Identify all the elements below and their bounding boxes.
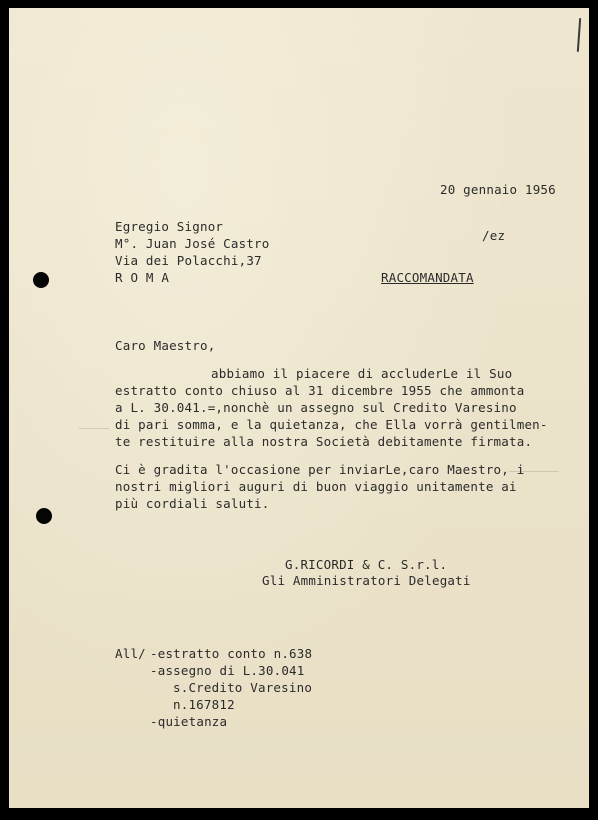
margin-pen-mark (577, 18, 581, 52)
letter-page (9, 8, 589, 808)
signature-company: G.RICORDI & C. S.r.l. (285, 557, 448, 572)
enclosures-label: All/ (115, 646, 146, 661)
closing-line: più cordiali saluti. (115, 496, 270, 511)
punch-hole-top (33, 272, 49, 288)
closing-line: Ci è gradita l'occasione per inviarLe,caro Maestro, i (115, 462, 525, 477)
closing-line: nostri migliori auguri di buon viaggio unitamente ai (115, 479, 517, 494)
letter-date: 20 gennaio 1956 (440, 182, 556, 197)
enclosure-item: -assegno di L.30.041 (150, 663, 305, 678)
enclosure-item: -estratto conto n.638 (150, 646, 313, 661)
recipient-name: M°. Juan José Castro (115, 236, 270, 251)
body-line: abbiamo il piacere di accluderLe il Suo (211, 366, 513, 381)
signature-title: Gli Amministratori Delegati (262, 573, 471, 588)
paper-smudge (79, 428, 109, 429)
body-line: estratto conto chiuso al 31 dicembre 1955 che ammonta (115, 383, 525, 398)
salutation: Caro Maestro, (115, 338, 216, 353)
registered-mail-label: RACCOMANDATA (381, 270, 474, 285)
reference-code: /ez (482, 228, 506, 243)
enclosure-item: n.167812 (173, 697, 235, 712)
recipient-street: Via dei Polacchi,37 (115, 253, 262, 268)
punch-hole-bottom (36, 508, 52, 524)
body-line: di pari somma, e la quietanza, che Ella vorrà gentilmen- (115, 417, 548, 432)
enclosure-item: s.Credito Varesino (173, 680, 313, 695)
recipient-city: R O M A (115, 270, 170, 285)
body-line: a L. 30.041.=,nonchè un assegno sul Credito Varesino (115, 400, 517, 415)
recipient-greeting: Egregio Signor (115, 219, 224, 234)
enclosure-item: -quietanza (150, 714, 228, 729)
body-line: te restituire alla nostra Società debitamente firmata. (115, 434, 533, 449)
